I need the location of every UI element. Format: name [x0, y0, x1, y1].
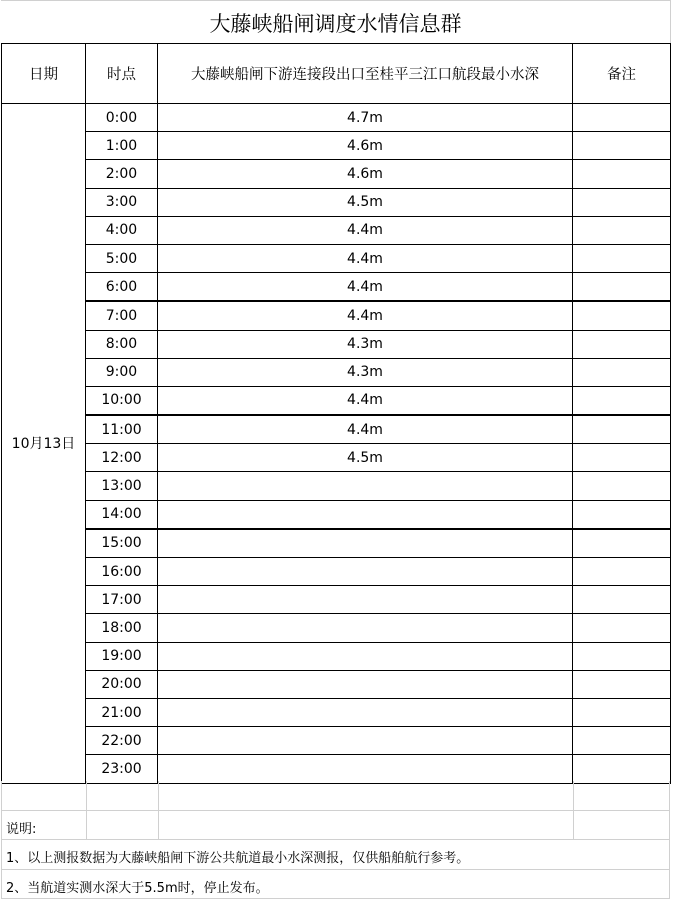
header-row [2, 44, 671, 104]
depth-cell: 4.4m [158, 244, 573, 272]
remark-cell [573, 642, 671, 670]
sheet-title: 大藤峡船闸调度水情信息群 [1, 0, 671, 44]
table-row [2, 188, 671, 216]
table-row [2, 472, 671, 500]
remark-cell [573, 670, 671, 698]
remark-cell [573, 386, 671, 415]
table-row [2, 698, 671, 726]
table-row [2, 386, 671, 415]
table-row [2, 558, 671, 586]
remark-cell [573, 216, 671, 244]
table-row [2, 301, 671, 330]
header-remark: 备注 [573, 44, 671, 104]
time-cell: 15:00 [86, 529, 158, 558]
header-date: 日期 [2, 44, 86, 104]
time-cell: 6:00 [86, 273, 158, 302]
table-row [2, 244, 671, 272]
depth-cell: 4.4m [158, 216, 573, 244]
time-cell: 14:00 [86, 500, 158, 529]
depth-cell: 4.3m [158, 330, 573, 358]
depth-cell [158, 642, 573, 670]
depth-cell: 4.4m [158, 273, 573, 302]
table-row [2, 358, 671, 386]
depth-cell [158, 558, 573, 586]
remark-cell [573, 444, 671, 472]
table-row [2, 642, 671, 670]
remark-cell [573, 529, 671, 558]
time-cell: 1:00 [86, 132, 158, 160]
time-cell: 16:00 [86, 558, 158, 586]
depth-cell: 4.4m [158, 415, 573, 444]
time-cell: 11:00 [86, 415, 158, 444]
table-row [2, 415, 671, 444]
remark-cell [573, 244, 671, 272]
remark-cell [573, 727, 671, 755]
table-row [2, 614, 671, 642]
remark-cell [573, 358, 671, 386]
table-row [2, 586, 671, 614]
time-cell: 3:00 [86, 188, 158, 216]
remark-cell [573, 472, 671, 500]
depth-cell: 4.5m [158, 444, 573, 472]
depth-cell [158, 727, 573, 755]
note-heading-row [1, 811, 670, 841]
table-row [2, 330, 671, 358]
depth-cell [158, 500, 573, 529]
remark-cell [573, 500, 671, 529]
remark-cell [573, 301, 671, 330]
remark-cell [573, 558, 671, 586]
table-row [2, 755, 671, 783]
depth-cell: 4.6m [158, 160, 573, 188]
time-cell: 8:00 [86, 330, 158, 358]
remark-cell [573, 273, 671, 302]
depth-cell [158, 614, 573, 642]
remark-cell [573, 132, 671, 160]
note-line-1-row [1, 840, 670, 870]
table-row [2, 670, 671, 698]
note-line-2: 2、当航道实测水深大于5.5m时，停止发布。 [6, 877, 269, 896]
time-cell: 12:00 [86, 444, 158, 472]
remark-cell [573, 330, 671, 358]
remark-cell [573, 698, 671, 726]
time-cell: 23:00 [86, 755, 158, 783]
depth-cell [158, 472, 573, 500]
empty-row [1, 781, 670, 811]
time-cell: 20:00 [86, 670, 158, 698]
water-depth-table [1, 43, 671, 784]
remark-cell [573, 188, 671, 216]
depth-cell: 4.5m [158, 188, 573, 216]
depth-cell [158, 670, 573, 698]
table-row [2, 216, 671, 244]
note-line-2-row [1, 870, 670, 899]
depth-cell: 4.7m [158, 104, 573, 132]
header-time: 时点 [86, 44, 158, 104]
time-cell: 0:00 [86, 104, 158, 132]
table-row [2, 132, 671, 160]
note-heading: 说明: [6, 818, 36, 837]
depth-cell [158, 586, 573, 614]
depth-cell: 4.4m [158, 386, 573, 415]
table-row [2, 104, 671, 132]
remark-cell [573, 755, 671, 783]
depth-cell [158, 755, 573, 783]
time-cell: 7:00 [86, 301, 158, 330]
header-depth: 大藤峡船闸下游连接段出口至桂平三江口航段最小水深 [158, 44, 573, 104]
time-cell: 10:00 [86, 386, 158, 415]
remark-cell [573, 104, 671, 132]
time-cell: 21:00 [86, 698, 158, 726]
date-cell: 10月13日 [2, 104, 86, 784]
depth-cell: 4.3m [158, 358, 573, 386]
depth-cell [158, 698, 573, 726]
time-cell: 13:00 [86, 472, 158, 500]
time-cell: 2:00 [86, 160, 158, 188]
remark-cell [573, 160, 671, 188]
remark-cell [573, 415, 671, 444]
depth-cell: 4.4m [158, 301, 573, 330]
note-line-1: 1、以上测报数据为大藤峡船闸下游公共航道最小水深测报，仅供船舶航行参考。 [6, 847, 469, 866]
time-cell: 4:00 [86, 216, 158, 244]
table-row [2, 500, 671, 529]
table-row [2, 529, 671, 558]
time-cell: 18:00 [86, 614, 158, 642]
depth-cell [158, 529, 573, 558]
remark-cell [573, 586, 671, 614]
remark-cell [573, 614, 671, 642]
depth-cell: 4.6m [158, 132, 573, 160]
time-cell: 5:00 [86, 244, 158, 272]
table-row [2, 444, 671, 472]
time-cell: 17:00 [86, 586, 158, 614]
table-row [2, 273, 671, 302]
time-cell: 9:00 [86, 358, 158, 386]
time-cell: 22:00 [86, 727, 158, 755]
table-row [2, 160, 671, 188]
notes-area [1, 781, 670, 899]
table-row [2, 727, 671, 755]
time-cell: 19:00 [86, 642, 158, 670]
